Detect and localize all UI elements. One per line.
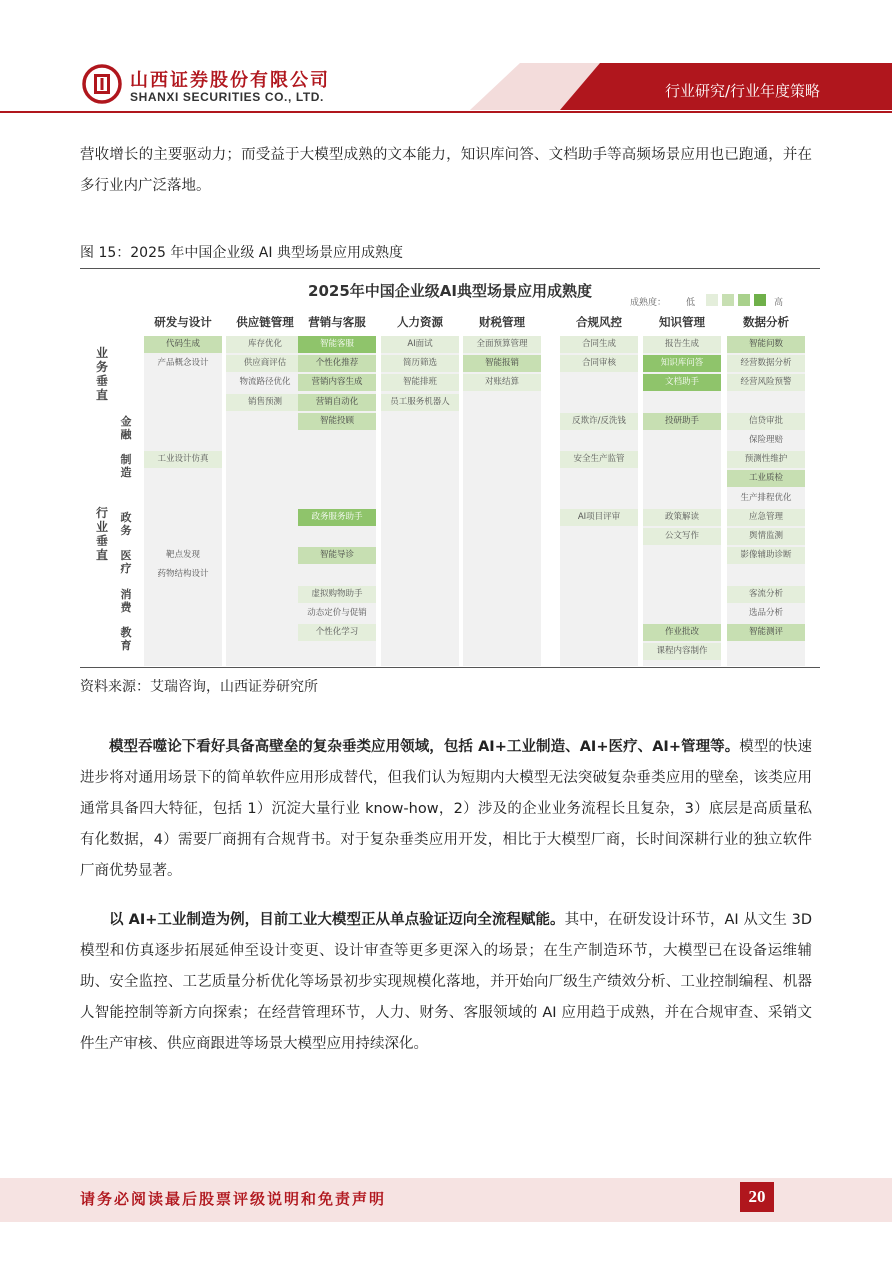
legend-swatch-4 (754, 294, 766, 306)
figure-bottom-rule (80, 667, 820, 668)
column-header: 营销与客服 (308, 315, 366, 329)
scenario-cell: 政务服务助手 (298, 509, 376, 526)
scenario-cell: 报告生成 (643, 336, 721, 353)
scenario-cell: 知识库问答 (643, 355, 721, 372)
scenario-cell: 客流分析 (727, 586, 805, 603)
scenario-cell: 智能投顾 (298, 413, 376, 430)
scenario-cell: 智能排班 (381, 374, 459, 391)
figure-caption: 图 15：2025 年中国企业级 AI 典型场景应用成熟度 (80, 245, 403, 261)
scenario-cell: 合同生成 (560, 336, 638, 353)
scenario-cell: 经营数据分析 (727, 355, 805, 372)
scenario-cell: 智能问数 (727, 336, 805, 353)
scenario-cell: 个性化学习 (298, 624, 376, 641)
scenario-cell: 产品概念设计 (157, 358, 209, 369)
scenario-cell: 代码生成 (144, 336, 222, 353)
section-tag: 行业研究/行业年度策略 (664, 82, 820, 100)
scenario-cell: 保险理赔 (748, 435, 783, 445)
intro-paragraph: 营收增长的主要驱动力；而受益于大模型成熟的文本能力，知识库问答、文档助手等高频场景应用也已跑通，并在多行业内广泛落地。 (80, 147, 812, 194)
scenario-cell: 应急管理 (727, 509, 805, 526)
scenario-cell: 个性化推荐 (298, 355, 376, 372)
legend-high: 高 (774, 298, 784, 308)
scenario-cell: 供应商评估 (226, 355, 304, 372)
scenario-cell: 生产排程优化 (740, 492, 792, 503)
scenario-cell: 信贷审批 (727, 413, 805, 430)
legend-swatch-1 (706, 294, 718, 306)
company-logo-icon (82, 64, 122, 104)
industry-vertical-label: 行 业 垂 直 (95, 506, 108, 562)
scenario-cell: 简历筛选 (381, 355, 459, 372)
industry-label: 政 务 (120, 510, 132, 537)
scenario-cell: 智能报销 (463, 355, 541, 372)
column-header: 财税管理 (479, 315, 525, 329)
column-header: 研发与设计 (154, 315, 212, 329)
scenario-cell: 反欺诈/反洗钱 (560, 413, 638, 430)
page-header (0, 0, 892, 120)
legend-swatch-3 (738, 294, 750, 306)
legend-label: 成熟度： (630, 298, 667, 308)
scenario-cell: 工业设计仿真 (144, 451, 222, 468)
scenario-cell: 安全生产监管 (560, 451, 638, 468)
paragraph-2-body: 其中，在研发设计环节，AI 从文生 3D 模型和仿真逐步拓展延伸至设计变更、设计审查等更多更深入的场景；在生产制造环节，大模型已在设备运维辅助、安全监控、工艺质量分析优化等场景初步实现规模化落地，并开始向厂级生产绩效分析、工业控制编程、机器人智能控制等新方向探索；在经营管理环节，人力、财务、客服领域的 AI 应用趋于成熟，并在合规审查、采销文件生产审核、供应商跟进等场景大模型应用持续深化。 (80, 912, 813, 1052)
industry-label: 医 疗 (120, 549, 132, 576)
industry-label: 教 育 (120, 626, 132, 652)
scenario-cell: 课程内容制作 (643, 643, 721, 660)
column-header: 知识管理 (659, 315, 705, 329)
column-header: 人力资源 (397, 315, 443, 329)
scenario-cell: 文档助手 (643, 374, 721, 391)
figure-top-rule (80, 268, 820, 269)
scenario-cell: 智能导诊 (298, 547, 376, 564)
industry-label: 金 融 (120, 414, 132, 441)
business-vertical-label: 业 务 垂 直 (95, 346, 108, 402)
column-header: 数据分析 (743, 315, 789, 329)
maturity-figure (80, 272, 820, 667)
scenario-cell: 全面预算管理 (463, 336, 541, 353)
scenario-cell: 对账结算 (463, 374, 541, 391)
paragraph-2 (80, 905, 812, 1060)
scenario-cell: 舆情监测 (727, 528, 805, 545)
scenario-cell: 智能客服 (298, 336, 376, 353)
scenario-cell: 营销内容生成 (298, 374, 376, 391)
scenario-cell: 销售预测 (226, 394, 304, 411)
paragraph-2-lead: 以 AI+工业制造为例，目前工业大模型正从单点验证迈向全流程赋能。 (109, 912, 565, 928)
scenario-cell: AI项目评审 (560, 509, 638, 526)
scenario-cell: 物流路径优化 (239, 377, 291, 388)
scenario-cell: 政策解读 (643, 509, 721, 526)
scenario-cell: 合同审核 (560, 355, 638, 372)
scenario-cell: 工业质检 (727, 470, 805, 487)
column-background (144, 336, 222, 666)
footer-disclaimer[interactable]: 请务必阅读最后股票评级说明和免责声明 (80, 1190, 387, 1208)
scenario-cell: AI面试 (381, 336, 459, 353)
column-header: 供应链管理 (236, 315, 294, 329)
scenario-cell: 选品分析 (748, 607, 783, 618)
company-name-cn: 山西证券股份有限公司 (130, 70, 330, 91)
legend-low: 低 (686, 298, 696, 308)
scenario-cell: 作业批改 (643, 624, 721, 641)
legend-swatch-2 (722, 294, 734, 306)
scenario-cell: 靶点发现 (165, 550, 200, 561)
scenario-cell: 动态定价与促销 (307, 607, 367, 618)
figure-heading: 2025年中国企业级AI典型场景应用成熟度 (308, 282, 592, 300)
scenario-cell: 公文写作 (643, 528, 721, 545)
scenario-cell: 虚拟购物助手 (298, 586, 376, 603)
paragraph-1-lead: 模型吞噬论下看好具备高壁垒的复杂垂类应用领域，包括 AI+工业制造、AI+医疗、AI+管理等。 (109, 739, 740, 755)
scenario-cell: 影像辅助诊断 (727, 547, 805, 564)
column-header: 合规风控 (576, 315, 622, 329)
column-background (560, 336, 638, 666)
paragraph-1 (80, 732, 812, 887)
scenario-cell: 智能测评 (727, 624, 805, 641)
figure-source: 资料来源：艾瑞咨询，山西证券研究所 (80, 679, 318, 695)
page-number: 20 (740, 1182, 774, 1212)
scenario-cell: 员工服务机器人 (381, 394, 459, 411)
scenario-cell: 预测性维护 (727, 451, 805, 468)
scenario-cell: 库存优化 (226, 336, 304, 353)
scenario-cell: 投研助手 (643, 413, 721, 430)
scenario-cell: 经营风险预警 (727, 374, 805, 391)
industry-label: 消 费 (120, 587, 132, 614)
scenario-cell: 营销自动化 (298, 394, 376, 411)
company-name-en: SHANXI SECURITIES CO., LTD. (130, 90, 324, 104)
paragraph-1-body: 模型的快速进步将对通用场景下的简单软件应用形成替代，但我们认为短期内大模型无法突破复杂垂类应用的壁垒，该类应用通常具备四大特征，包括 1）沉淀大量行业 know-how，2）涉及的企业业务流程长且复杂，3）底层是高质量私有化数据，4）需要厂商拥有合规背书。对于复杂垂类应用开发，相比于大模型厂商，长时间深耕行业的独立软件厂商优势显著。 (80, 739, 813, 879)
industry-label: 制 造 (120, 453, 132, 480)
scenario-cell: 药物结构设计 (157, 569, 209, 580)
